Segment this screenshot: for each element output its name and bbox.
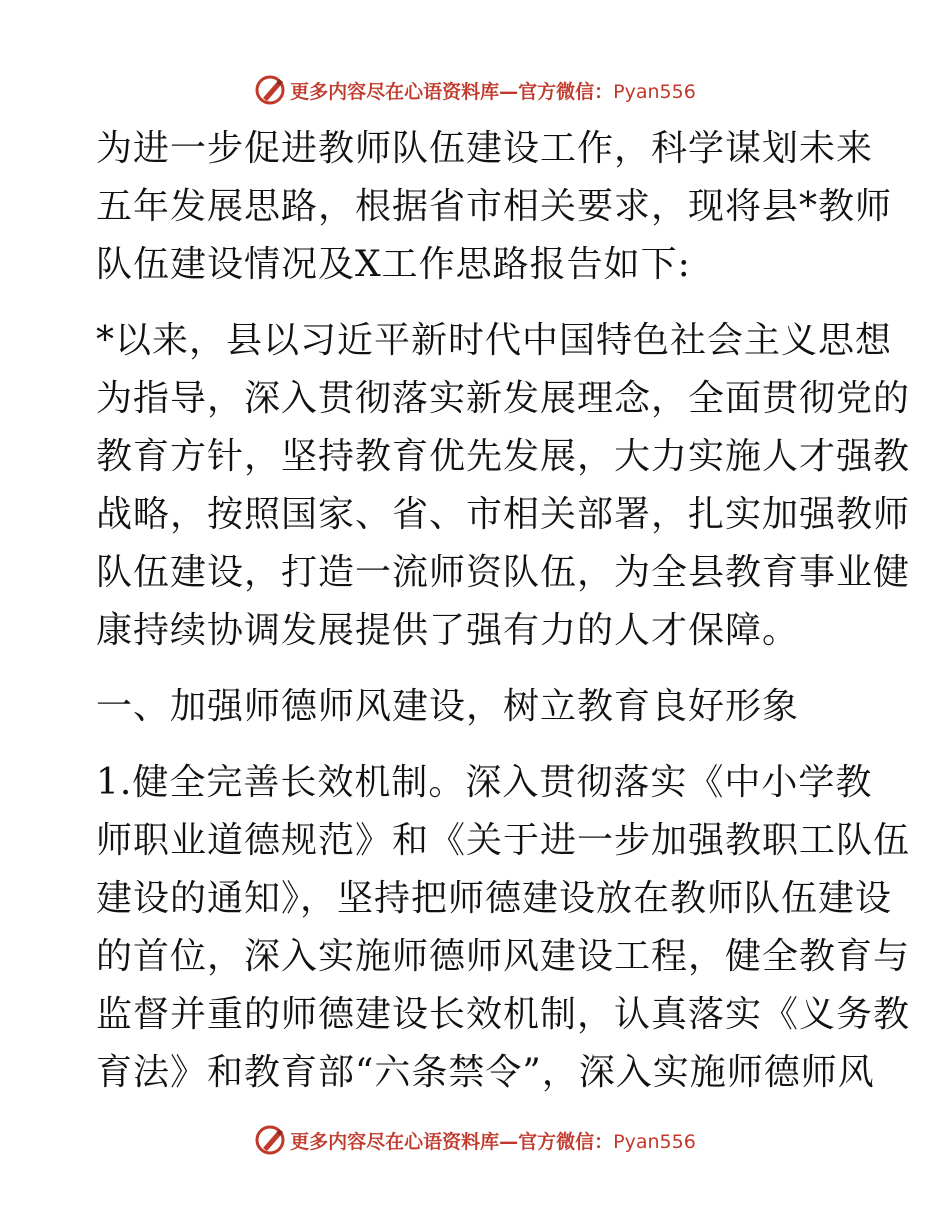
text-line: 师职业道德规范》和《关于进一步加强教职工队伍 bbox=[96, 820, 911, 861]
watermark-header bbox=[0, 70, 950, 110]
text-line: 战略，按照国家、省、市相关部署，扎实加强教师 bbox=[96, 494, 911, 535]
text-line: 育法》和教育部“六条禁令”，深入实施师德师风 bbox=[96, 1052, 875, 1093]
watermark-footer bbox=[0, 1120, 950, 1160]
text-line: 队伍建设情况及X工作思路报告如下: bbox=[96, 244, 691, 285]
pen-logo-icon bbox=[254, 73, 288, 107]
watermark-text: 更多内容尽在心语资料库—官方微信：Pyan556 bbox=[290, 80, 696, 103]
paragraph-intro bbox=[96, 120, 893, 294]
text-line: 监督并重的师德建设长效机制，认真落实《义务教 bbox=[96, 994, 911, 1035]
text-line: 为指导，深入贯彻落实新发展理念，全面贯彻党的 bbox=[96, 378, 911, 419]
text-line: 康持续协调发展提供了强有力的人才保障。 bbox=[96, 610, 800, 651]
text-line: *以来，县以习近平新时代中国特色社会主义思想 bbox=[96, 320, 893, 361]
text-line: 的首位，深入实施师德师风建设工程，健全教育与 bbox=[96, 936, 911, 977]
watermark-text: 更多内容尽在心语资料库—官方微信：Pyan556 bbox=[290, 1130, 696, 1153]
text-line: 1.健全完善长效机制。深入贯彻落实《中小学教 bbox=[96, 762, 873, 803]
text-line: 队伍建设，打造一流师资队伍，为全县教育事业健 bbox=[96, 552, 911, 593]
text-line: 建设的通知》，坚持把师德建设放在教师队伍建设 bbox=[96, 878, 893, 919]
paragraph-overview bbox=[96, 312, 911, 660]
text-line: 为进一步促进教师队伍建设工作，科学谋划未来 bbox=[96, 128, 874, 169]
text-line: 教育方针，坚持教育优先发展，大力实施人才强教 bbox=[96, 436, 911, 477]
heading-line: 一、加强师德师风建设，树立教育良好形象 bbox=[96, 686, 800, 727]
document-body bbox=[96, 120, 911, 1120]
text-line: 五年发展思路，根据省市相关要求，现将县*教师 bbox=[96, 186, 893, 227]
section-heading bbox=[96, 678, 856, 736]
pen-logo-icon bbox=[254, 1123, 288, 1157]
paragraph-mechanism bbox=[96, 754, 911, 1102]
